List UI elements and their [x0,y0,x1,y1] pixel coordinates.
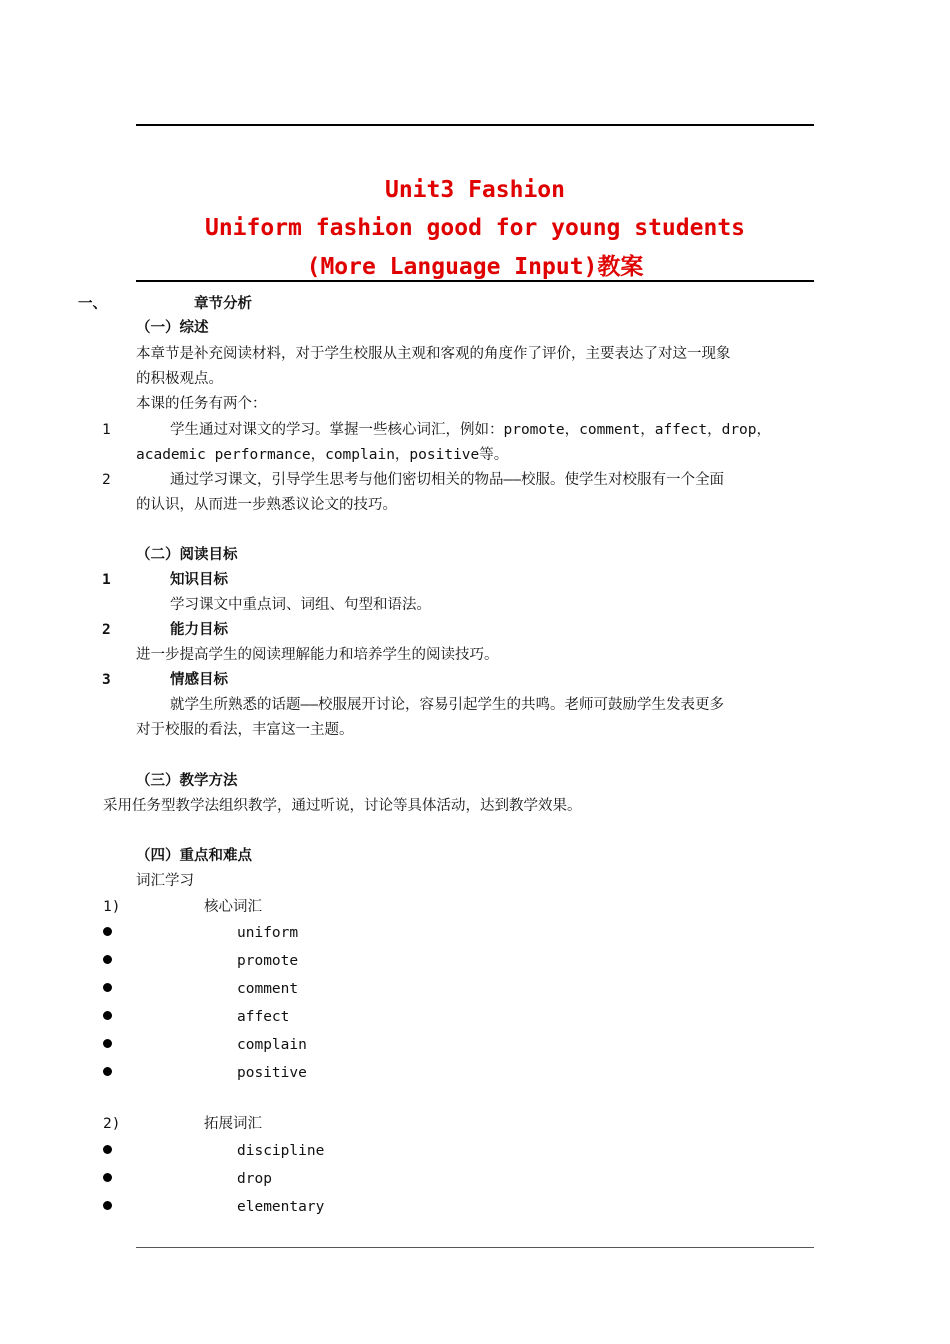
bullet-icon [103,1145,112,1154]
goal-3-title: 情感目标 [170,672,228,688]
methods-heading: （三）教学方法 [136,773,238,789]
bullet-icon [103,1011,112,1020]
task-2-line-1: 通过学习课文，引导学生思考与他们密切相关的物品——校服。使学生对校服有一个全面 [170,472,724,488]
title-line-1: Unit3 Fashion [384,177,565,203]
goal-3-line-1: 就学生所熟悉的话题——校服展开讨论，容易引起学生的共鸣。老师可鼓励学生发表更多 [170,697,724,713]
overview-heading: （一）综述 [136,320,209,336]
footer-rule [136,1247,814,1248]
task-2-number: 2 [102,472,111,488]
overview-para-line-2: 的积极观点。 [136,371,223,387]
task-1-line-2: academic performance，complain，positive等。 [136,447,509,463]
core-vocab-title: 核心词汇 [204,899,262,915]
section-number: 一、 [78,296,107,312]
task-1-number: 1 [102,422,111,438]
core-word: uniform [237,925,299,941]
bullet-icon [103,1067,112,1076]
bullet-icon [103,1201,112,1210]
vocab-label: 词汇学习 [136,873,194,889]
core-word: complain [237,1037,307,1053]
ext-word: discipline [237,1143,325,1159]
overview-para-line-1: 本章节是补充阅读材料，对于学生校服从主观和客观的角度作了评价，主要表达了对这一现象 [136,346,731,362]
ext-word: drop [237,1171,272,1187]
task-2-line-2: 的认识，从而进一步熟悉议论文的技巧。 [136,497,397,513]
ext-vocab-title: 拓展词汇 [204,1116,262,1132]
ext-vocab-number: 2) [103,1116,121,1132]
keypoints-heading: （四）重点和难点 [136,848,252,864]
core-word: promote [237,953,299,969]
bullet-icon [103,955,112,964]
core-word: positive [237,1065,307,1081]
goal-3-line-2: 对于校服的看法，丰富这一主题。 [136,722,354,738]
goal-3-number: 3 [102,672,111,688]
ext-word: elementary [237,1199,325,1215]
bullet-icon [103,1173,112,1182]
bullet-icon [103,983,112,992]
title-line-2: Uniform fashion good for young students [204,215,746,241]
task-1-line-1: 学生通过对课文的学习。掌握一些核心词汇，例如：promote，comment，affect，drop， [170,422,772,438]
tasks-intro: 本课的任务有两个： [136,396,267,412]
title-rule [136,280,814,282]
bullet-icon [103,927,112,936]
title-line-3: (More Language Input)教案 [306,254,644,280]
core-word: comment [237,981,299,997]
methods-text: 采用任务型教学法组织教学，通过听说，讨论等具体活动，达到教学效果。 [103,798,582,814]
goals-heading: （二）阅读目标 [136,547,238,563]
goal-1-title: 知识目标 [170,572,228,588]
goal-1-text: 学习课文中重点词、词组、句型和语法。 [170,597,431,613]
goal-2-number: 2 [102,622,111,638]
core-vocab-number: 1) [103,899,121,915]
section-heading: 章节分析 [194,296,252,312]
goal-2-title: 能力目标 [170,622,228,638]
core-word: affect [237,1009,290,1025]
goal-2-text: 进一步提高学生的阅读理解能力和培养学生的阅读技巧。 [136,647,499,663]
header-rule [136,124,814,126]
bullet-icon [103,1039,112,1048]
goal-1-number: 1 [102,572,111,588]
